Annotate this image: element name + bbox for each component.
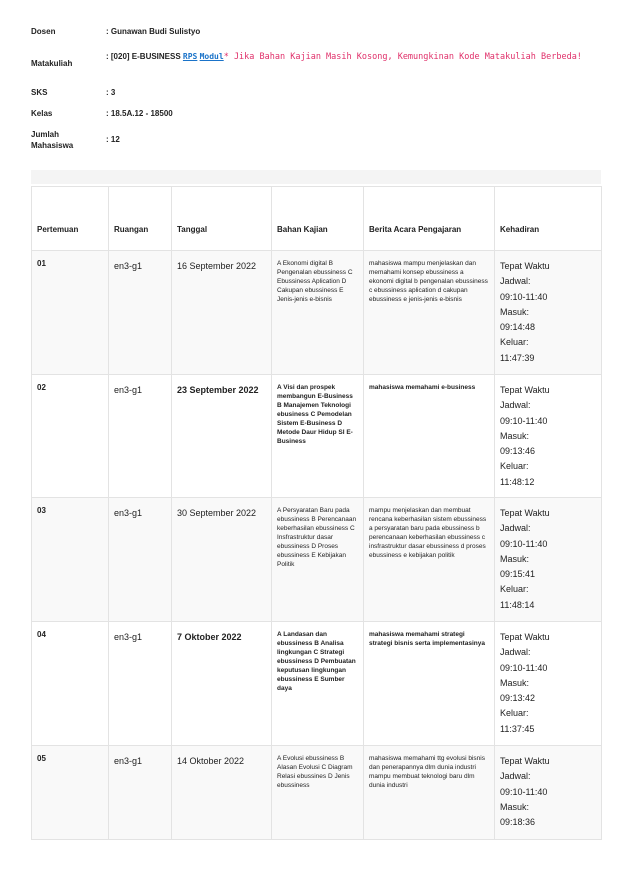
jadwal-value: 09:10-11:40 — [500, 538, 548, 549]
header-berita-acara: Berita Acara Pengajaran — [364, 187, 495, 251]
status-badge: Tepat Waktu — [500, 261, 550, 271]
keluar-value: 11:48:12 — [500, 476, 535, 487]
cell-kehadiran — [495, 251, 602, 375]
jumlah-label: Jumlah Mahasiswa — [31, 130, 74, 150]
attendance-table-header — [32, 187, 602, 251]
cell-pertemuan: 02 — [32, 375, 109, 498]
masuk-value: 09:14:48 — [500, 322, 536, 333]
attendance-table-body — [32, 251, 602, 840]
masuk-value: 09:13:42 — [500, 693, 536, 704]
masuk-value: 09:13:46 — [500, 446, 536, 457]
jadwal-label: Jadwal: — [500, 523, 531, 534]
cell-kehadiran — [495, 622, 602, 746]
header-pertemuan: Pertemuan — [32, 187, 109, 251]
cell-tanggal: 30 September 2022 — [172, 498, 272, 622]
cell-bahan-kajian: A Visi dan prospek membangun E-Business B Manajemen Teknologi ebusiness C Pemodelan Sistem E-Business D Metode Daur Hidup SI E-Business — [272, 375, 364, 498]
keluar-label: Keluar: — [500, 461, 529, 472]
status-badge: Tepat Waktu — [500, 508, 550, 518]
rps-link[interactable]: RPS — [182, 52, 198, 61]
kelas-label: Kelas — [31, 109, 53, 118]
info-row-jumlah — [31, 129, 591, 157]
jadwal-value: 09:10-11:40 — [500, 415, 548, 426]
masuk-label: Masuk: — [500, 306, 530, 317]
dosen-label: Dosen — [31, 27, 56, 36]
section-divider — [31, 170, 601, 184]
table-row — [32, 375, 602, 498]
info-row-kelas — [31, 108, 591, 129]
matakuliah-label: Matakuliah — [31, 59, 73, 68]
masuk-value: 09:18:36 — [500, 817, 536, 828]
table-row — [32, 251, 602, 375]
keluar-label: Keluar: — [500, 584, 529, 595]
keluar-value: 11:37:45 — [500, 723, 535, 734]
masuk-label: Masuk: — [500, 801, 530, 812]
jumlah-value: : 12 — [106, 135, 120, 144]
kode-warning: * Jika Bahan Kajian Masih Kosong, Kemungkinan Kode Matakuliah Berbeda! — [223, 52, 582, 62]
header-kehadiran: Kehadiran — [495, 187, 602, 251]
course-info — [31, 26, 591, 157]
masuk-label: Masuk: — [500, 430, 530, 441]
cell-ruangan: en3-g1 — [109, 375, 172, 498]
info-row-sks — [31, 87, 591, 108]
header-row — [32, 187, 602, 251]
cell-pertemuan: 03 — [32, 498, 109, 622]
cell-kehadiran — [495, 498, 602, 622]
sks-label: SKS — [31, 88, 48, 97]
matakuliah-value — [106, 51, 591, 63]
cell-tanggal: 23 September 2022 — [172, 375, 272, 498]
table-row — [32, 498, 602, 622]
table-row — [32, 746, 602, 840]
sks-value: : 3 — [106, 88, 116, 97]
cell-berita-acara: mahasiswa memahami ttg evolusi bisnis dan penerapannya dlm dunia industri mampu membuat teknologi baru dlm dunia industri — [364, 746, 495, 840]
info-row-dosen — [31, 26, 591, 51]
attendance-table — [31, 186, 602, 840]
cell-tanggal: 16 September 2022 — [172, 251, 272, 375]
modul-link[interactable]: Modul — [199, 52, 224, 61]
dosen-value: : Gunawan Budi Sulistyo — [106, 27, 201, 36]
table-row — [32, 622, 602, 746]
kelas-value: : 18.5A.12 - 18500 — [106, 109, 173, 118]
cell-bahan-kajian: A Persyaratan Baru pada ebussiness B Perencanaan keberhasilan ebussiness C Insfrastruktur dasar ebussiness D Proses ebussiness E Kebijakan Politik — [272, 498, 364, 622]
cell-berita-acara: mahasiswa memahami strategi strategi bisnis serta implementasinya — [364, 622, 495, 746]
jadwal-label: Jadwal: — [500, 276, 531, 287]
masuk-value: 09:15:41 — [500, 569, 536, 580]
cell-tanggal: 7 Oktober 2022 — [172, 622, 272, 746]
cell-ruangan: en3-g1 — [109, 251, 172, 375]
cell-berita-acara: mahasiswa memahami e-business — [364, 375, 495, 498]
cell-ruangan: en3-g1 — [109, 498, 172, 622]
cell-kehadiran — [495, 746, 602, 840]
jadwal-value: 09:10-11:40 — [500, 786, 548, 797]
keluar-label: Keluar: — [500, 337, 529, 348]
jadwal-label: Jadwal: — [500, 771, 531, 782]
cell-berita-acara: mampu menjelaskan dan membuat rencana keberhasilan sistem ebussiness a persyaratan baru pada ebussiness b perencanaan keberhasilan ebussiness c insfrastruktur dasar ebussiness d proses ebussiness e kebijakan politik — [364, 498, 495, 622]
cell-ruangan: en3-g1 — [109, 746, 172, 840]
cell-pertemuan: 01 — [32, 251, 109, 375]
info-row-matakuliah — [31, 51, 591, 87]
keluar-label: Keluar: — [500, 708, 529, 719]
cell-bahan-kajian: A Ekonomi digital B Pengenalan ebussiness C Ebussiness Aplication D Cakupan ebussiness E Jenis-jenis e-bisnis — [272, 251, 364, 375]
header-ruangan: Ruangan — [109, 187, 172, 251]
header-bahan-kajian: Bahan Kajian — [272, 187, 364, 251]
cell-kehadiran — [495, 375, 602, 498]
cell-ruangan: en3-g1 — [109, 622, 172, 746]
cell-bahan-kajian: A Landasan dan ebussiness B Analisa lingkungan C Strategi ebussiness D Pembuatan keputusan lingkungan ebussiness E Sumber daya — [272, 622, 364, 746]
keluar-value: 11:48:14 — [500, 599, 535, 610]
status-badge: Tepat Waktu — [500, 385, 550, 395]
cell-berita-acara: mahasiswa mampu menjelaskan dan memahami konsep ebussiness a ekonomi digital b pengenalan ebussiness c ebussiness aplication d cakupan ebussiness e jenis-jenis e-bisnis — [364, 251, 495, 375]
cell-bahan-kajian: A Evolusi ebussiness B Alasan Evolusi C Diagram Relasi ebussines D Jenis ebussiness — [272, 746, 364, 840]
matakuliah-name: [020] E-BUSINESS — [110, 52, 181, 61]
status-badge: Tepat Waktu — [500, 632, 550, 642]
masuk-label: Masuk: — [500, 553, 530, 564]
masuk-label: Masuk: — [500, 677, 530, 688]
jadwal-label: Jadwal: — [500, 647, 531, 658]
header-tanggal: Tanggal — [172, 187, 272, 251]
status-badge: Tepat Waktu — [500, 756, 550, 766]
jadwal-value: 09:10-11:40 — [500, 291, 548, 302]
keluar-value: 11:47:39 — [500, 352, 535, 363]
cell-tanggal: 14 Oktober 2022 — [172, 746, 272, 840]
cell-pertemuan: 05 — [32, 746, 109, 840]
cell-pertemuan: 04 — [32, 622, 109, 746]
jadwal-value: 09:10-11:40 — [500, 662, 548, 673]
jadwal-label: Jadwal: — [500, 400, 531, 411]
matakuliah-prefix: : — [106, 52, 111, 61]
